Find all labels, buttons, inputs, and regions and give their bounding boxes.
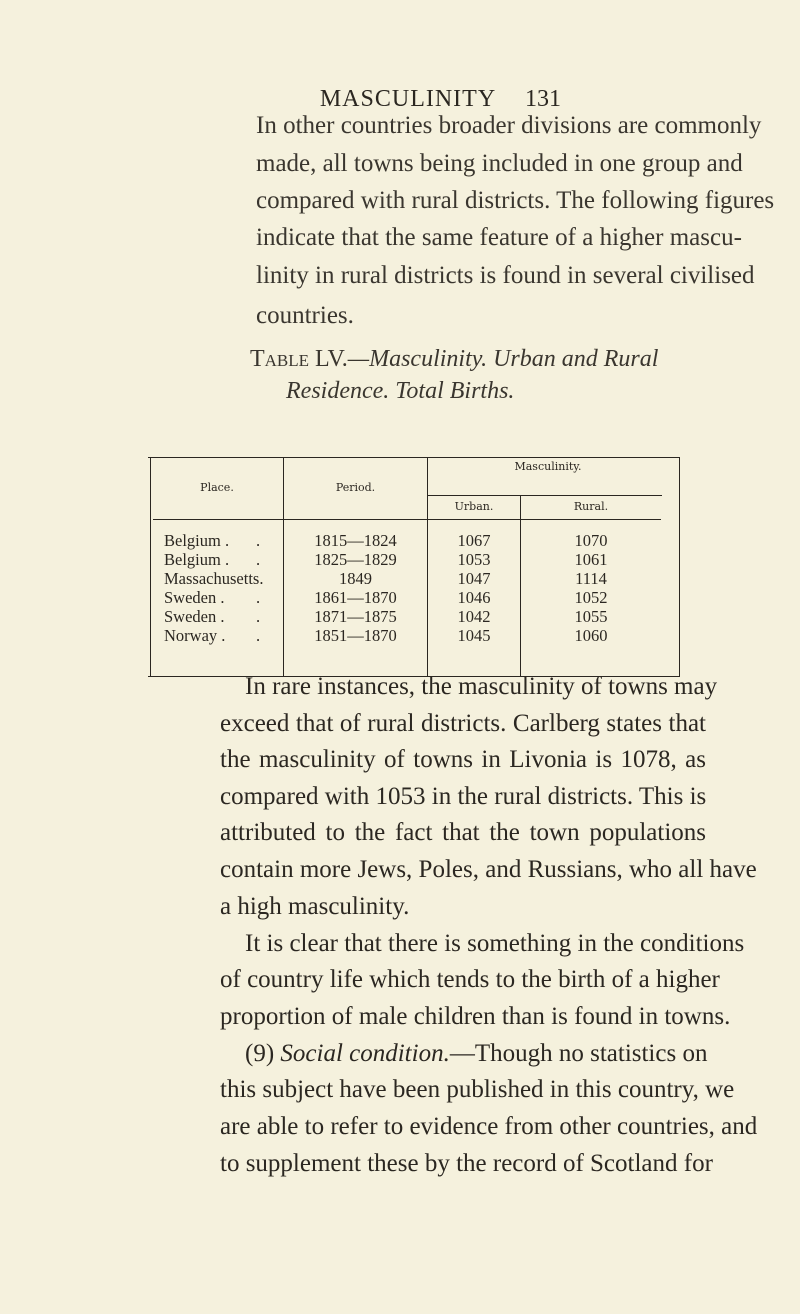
text-line: a high masculinity. [220, 893, 410, 920]
table-cell-period: 1851—1870 [314, 626, 397, 645]
table-cell-place: Massachusetts. [164, 569, 264, 588]
table-cell-urban: 1053 [457, 550, 491, 569]
header-place: Place. [200, 481, 234, 494]
caption-line-2: Residence. Total Births. [286, 378, 515, 404]
table-cell-period: 1871—1875 [314, 607, 397, 626]
table-cell-rural: 1070 [574, 531, 608, 550]
text-line: In rare instances, the masculinity of towns may [245, 673, 718, 700]
caption-line-1: —Masculinity. Urban and Rural [347, 346, 659, 372]
header-masculinity: Masculinity. [514, 460, 582, 473]
table-cell-period: 1815—1824 [314, 531, 397, 550]
page-number: 131 [525, 86, 561, 112]
text-line: indicate that the same feature of a higher mascu- [256, 224, 742, 251]
text-line: It is clear that there is something in the conditions [245, 930, 745, 957]
text-line [245, 1040, 706, 1068]
table-cell-rural: 1114 [575, 569, 607, 588]
text-line: compared with 1053 in the rural districts. This is [220, 783, 707, 810]
table-cell-rural: 1052 [574, 588, 608, 607]
text-line: made, all towns being included in one group and [256, 150, 743, 177]
text-line: countries. [256, 302, 354, 329]
header-rural: Rural. [573, 500, 609, 513]
table-cell-dot: . [256, 588, 261, 607]
text-line: proportion of male children than is found in towns. [220, 1003, 731, 1030]
table-cell-period: 1861—1870 [314, 588, 397, 607]
text-fragment: —Though no statistics on [449, 1040, 708, 1067]
text-line: of country life which tends to the birth of a higher [220, 966, 720, 993]
text-line: to supplement these by the record of Scotland for [220, 1150, 713, 1177]
table-cell-place: Norway . [164, 626, 226, 645]
table-cell-urban: 1046 [457, 588, 491, 607]
header-period: Period. [335, 481, 376, 494]
table-cell-dot: . [256, 531, 261, 550]
table-cell-period: 1825—1829 [314, 550, 397, 569]
table-cell-dot: . [256, 550, 261, 569]
text-line: the masculinity of towns in Livonia is 1078, as [220, 746, 706, 773]
table-cell-place: Sweden . [164, 588, 225, 607]
table-cell-place: Belgium . [164, 550, 230, 569]
text-line: are able to refer to evidence from other countries, and [220, 1113, 758, 1140]
table-cell-rural: 1061 [574, 550, 608, 569]
table-cell-rural: 1060 [574, 626, 608, 645]
table-cell-rural: 1055 [574, 607, 608, 626]
table-cell-dot: . [256, 607, 261, 626]
section-heading: Social condition. [280, 1040, 450, 1067]
table-cell-urban: 1045 [457, 626, 491, 645]
text-line: this subject have been published in this country, we [220, 1076, 735, 1103]
table-cell-urban: 1067 [457, 531, 491, 550]
table-cell-urban: 1047 [457, 569, 491, 588]
section-number: (9) [245, 1040, 275, 1067]
text-line: linity in rural districts is found in several civilised [256, 262, 755, 289]
table-cell-place: Belgium . [164, 531, 230, 550]
text-line: compared with rural districts. The following figures [256, 187, 775, 214]
table-label: Table LV. [250, 346, 348, 372]
text-line: exceed that of rural districts. Carlberg states that [220, 710, 706, 737]
table-cell-period: 1849 [339, 569, 372, 588]
text-line: In other countries broader divisions are commonly [256, 112, 762, 139]
table-cell-place: Sweden . [164, 607, 225, 626]
running-head: MASCULINITY [319, 86, 497, 112]
text-line: attributed to the fact that the town populations [220, 819, 706, 846]
table-cell-urban: 1042 [457, 607, 491, 626]
text-line: contain more Jews, Poles, and Russians, who all have [220, 856, 757, 883]
table-cell-dot: . [256, 626, 261, 645]
header-urban: Urban. [454, 500, 494, 513]
